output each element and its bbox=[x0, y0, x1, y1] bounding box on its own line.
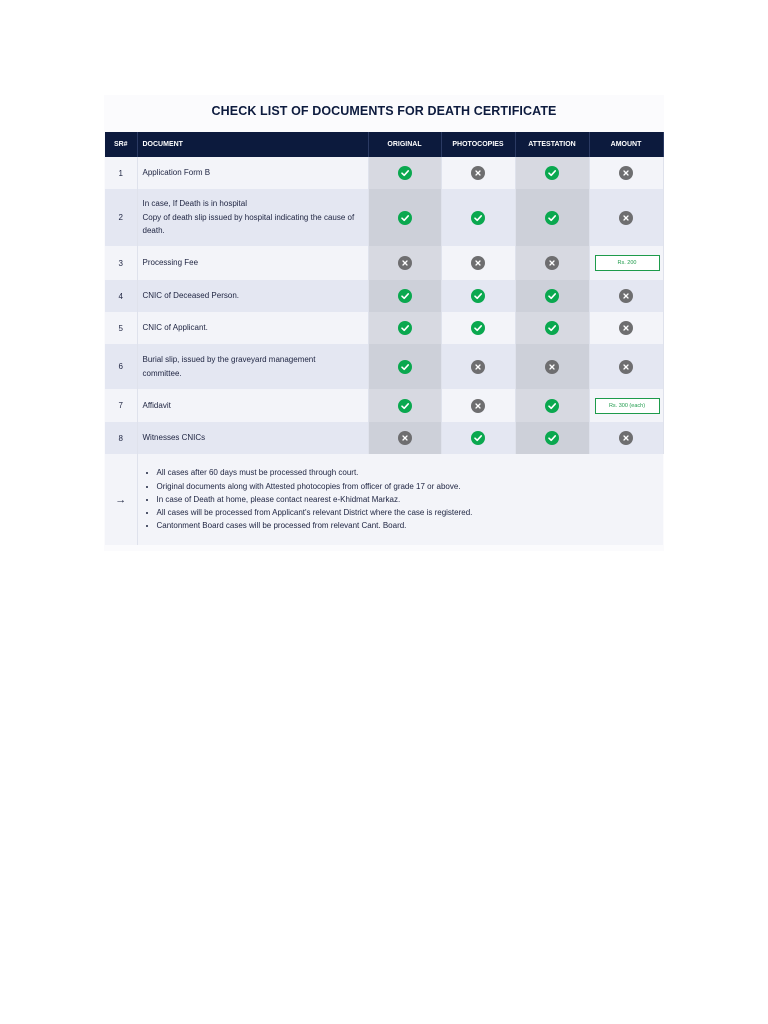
table-row bbox=[105, 312, 663, 344]
note-item: • In case of Death at home, please contact nearest e-Khidmat Markaz. bbox=[157, 493, 659, 506]
header-sr: SR# bbox=[105, 132, 137, 157]
arrow-icon: → bbox=[115, 493, 127, 506]
header-photocopies: PHOTOCOPIES bbox=[441, 132, 515, 157]
check-icon bbox=[471, 289, 485, 303]
note-item: • Cantonment Board cases will be processed from relevant Cant. Board. bbox=[157, 519, 659, 532]
notes-list bbox=[143, 466, 659, 532]
header-attestation: ATTESTATION bbox=[515, 132, 589, 157]
header-amount: AMOUNT bbox=[589, 132, 663, 157]
cross-icon bbox=[619, 166, 633, 180]
row-number: 5 bbox=[105, 312, 137, 344]
check-icon bbox=[545, 321, 559, 335]
check-icon bbox=[398, 360, 412, 374]
original-cell bbox=[368, 312, 441, 344]
checklist-table bbox=[105, 132, 664, 545]
table-row bbox=[105, 280, 663, 312]
document-name bbox=[137, 280, 368, 312]
notes-row bbox=[105, 454, 663, 545]
cross-icon bbox=[398, 256, 412, 270]
document-name bbox=[137, 157, 368, 189]
attestation-cell bbox=[515, 280, 589, 312]
note-item: • Original documents along with Attested photocopies from officer of grade 17 or above. bbox=[157, 480, 659, 493]
check-icon bbox=[471, 211, 485, 225]
row-number: 4 bbox=[105, 280, 137, 312]
document-name-line: committee. bbox=[142, 368, 182, 378]
check-icon bbox=[545, 399, 559, 413]
document-name bbox=[137, 246, 368, 280]
row-number: 7 bbox=[105, 389, 137, 422]
note-item: • All cases after 60 days must be processed through court. bbox=[157, 466, 659, 479]
attestation-cell bbox=[515, 344, 589, 389]
attestation-cell bbox=[515, 312, 589, 344]
check-icon bbox=[398, 166, 412, 180]
table-row bbox=[105, 189, 663, 246]
original-cell bbox=[368, 422, 441, 454]
cross-icon bbox=[545, 256, 559, 270]
check-icon bbox=[545, 431, 559, 445]
photocopies-cell bbox=[441, 422, 515, 454]
attestation-cell bbox=[515, 389, 589, 422]
document-name-line: Burial slip, issued by the graveyard management bbox=[142, 355, 316, 364]
row-number: 6 bbox=[105, 344, 137, 389]
cross-icon bbox=[619, 321, 633, 335]
cross-icon bbox=[545, 360, 559, 374]
table-row bbox=[105, 422, 663, 454]
document-name-line: death. bbox=[142, 226, 165, 236]
amount-cell bbox=[589, 312, 663, 344]
attestation-cell bbox=[515, 189, 589, 246]
original-cell bbox=[368, 280, 441, 312]
row-number: 3 bbox=[105, 246, 137, 280]
notes-cell bbox=[137, 454, 663, 545]
table-row bbox=[105, 389, 663, 422]
check-icon bbox=[471, 321, 485, 335]
amount-cell bbox=[589, 344, 663, 389]
cross-icon bbox=[619, 211, 633, 225]
table-header-row bbox=[105, 132, 663, 157]
table-row bbox=[105, 157, 663, 189]
document-name bbox=[137, 422, 368, 454]
photocopies-cell bbox=[441, 189, 515, 246]
check-icon bbox=[471, 431, 485, 445]
cross-icon bbox=[471, 399, 485, 413]
attestation-cell bbox=[515, 157, 589, 189]
photocopies-cell bbox=[441, 389, 515, 422]
attestation-cell bbox=[515, 422, 589, 454]
original-cell bbox=[368, 344, 441, 389]
check-icon bbox=[398, 321, 412, 335]
cross-icon bbox=[619, 360, 633, 374]
row-number: 2 bbox=[105, 189, 137, 246]
cross-icon bbox=[471, 166, 485, 180]
notes-arrow-cell bbox=[105, 454, 137, 545]
photocopies-cell bbox=[441, 312, 515, 344]
document-name bbox=[137, 312, 368, 344]
document-name bbox=[137, 389, 368, 422]
amount-cell bbox=[589, 189, 663, 246]
attestation-cell bbox=[515, 246, 589, 280]
photocopies-cell bbox=[441, 246, 515, 280]
cross-icon bbox=[619, 431, 633, 445]
header-document: DOCUMENT bbox=[137, 132, 368, 157]
fee-badge: Rs. 200 bbox=[595, 255, 660, 271]
check-icon bbox=[398, 289, 412, 303]
photocopies-cell bbox=[441, 280, 515, 312]
cross-icon bbox=[619, 289, 633, 303]
table-row bbox=[105, 246, 663, 280]
document-name-line: CNIC of Applicant. bbox=[142, 323, 208, 333]
document-name-line: Application Form B bbox=[142, 168, 211, 178]
check-icon bbox=[545, 166, 559, 180]
amount-cell bbox=[589, 157, 663, 189]
original-cell bbox=[368, 389, 441, 422]
checklist-document bbox=[104, 95, 664, 551]
amount-cell bbox=[589, 389, 663, 422]
note-item: • All cases will be processed from Applicant's relevant District where the case is registered. bbox=[157, 506, 659, 519]
document-name-line: Copy of death slip issued by hospital indicating the cause of bbox=[142, 212, 355, 222]
original-cell bbox=[368, 189, 441, 246]
document-title: CHECK LIST OF DOCUMENTS FOR DEATH CERTIFICATE bbox=[211, 104, 557, 118]
original-cell bbox=[368, 246, 441, 280]
check-icon bbox=[545, 211, 559, 225]
table-row bbox=[105, 344, 663, 389]
row-number: 1 bbox=[105, 157, 137, 189]
document-name-line: CNIC of Deceased Person. bbox=[142, 291, 239, 301]
photocopies-cell bbox=[441, 344, 515, 389]
cross-icon bbox=[471, 256, 485, 270]
cross-icon bbox=[471, 360, 485, 374]
check-icon bbox=[398, 399, 412, 413]
document-name bbox=[137, 189, 368, 246]
document-name bbox=[137, 344, 368, 389]
amount-cell bbox=[589, 422, 663, 454]
document-name-line: Witnesses CNICs bbox=[142, 433, 206, 443]
amount-cell bbox=[589, 280, 663, 312]
row-number: 8 bbox=[105, 422, 137, 454]
photocopies-cell bbox=[441, 157, 515, 189]
check-icon bbox=[545, 289, 559, 303]
cross-icon bbox=[398, 431, 412, 445]
original-cell bbox=[368, 157, 441, 189]
fee-badge: Rs. 300 (each) bbox=[595, 398, 660, 414]
header-original: ORIGINAL bbox=[368, 132, 441, 157]
amount-cell bbox=[589, 246, 663, 280]
document-name-line: Affidavit bbox=[142, 400, 171, 410]
check-icon bbox=[398, 211, 412, 225]
document-name-line: Processing Fee bbox=[142, 258, 199, 268]
document-name-line: In case, If Death is in hospital bbox=[142, 199, 247, 209]
